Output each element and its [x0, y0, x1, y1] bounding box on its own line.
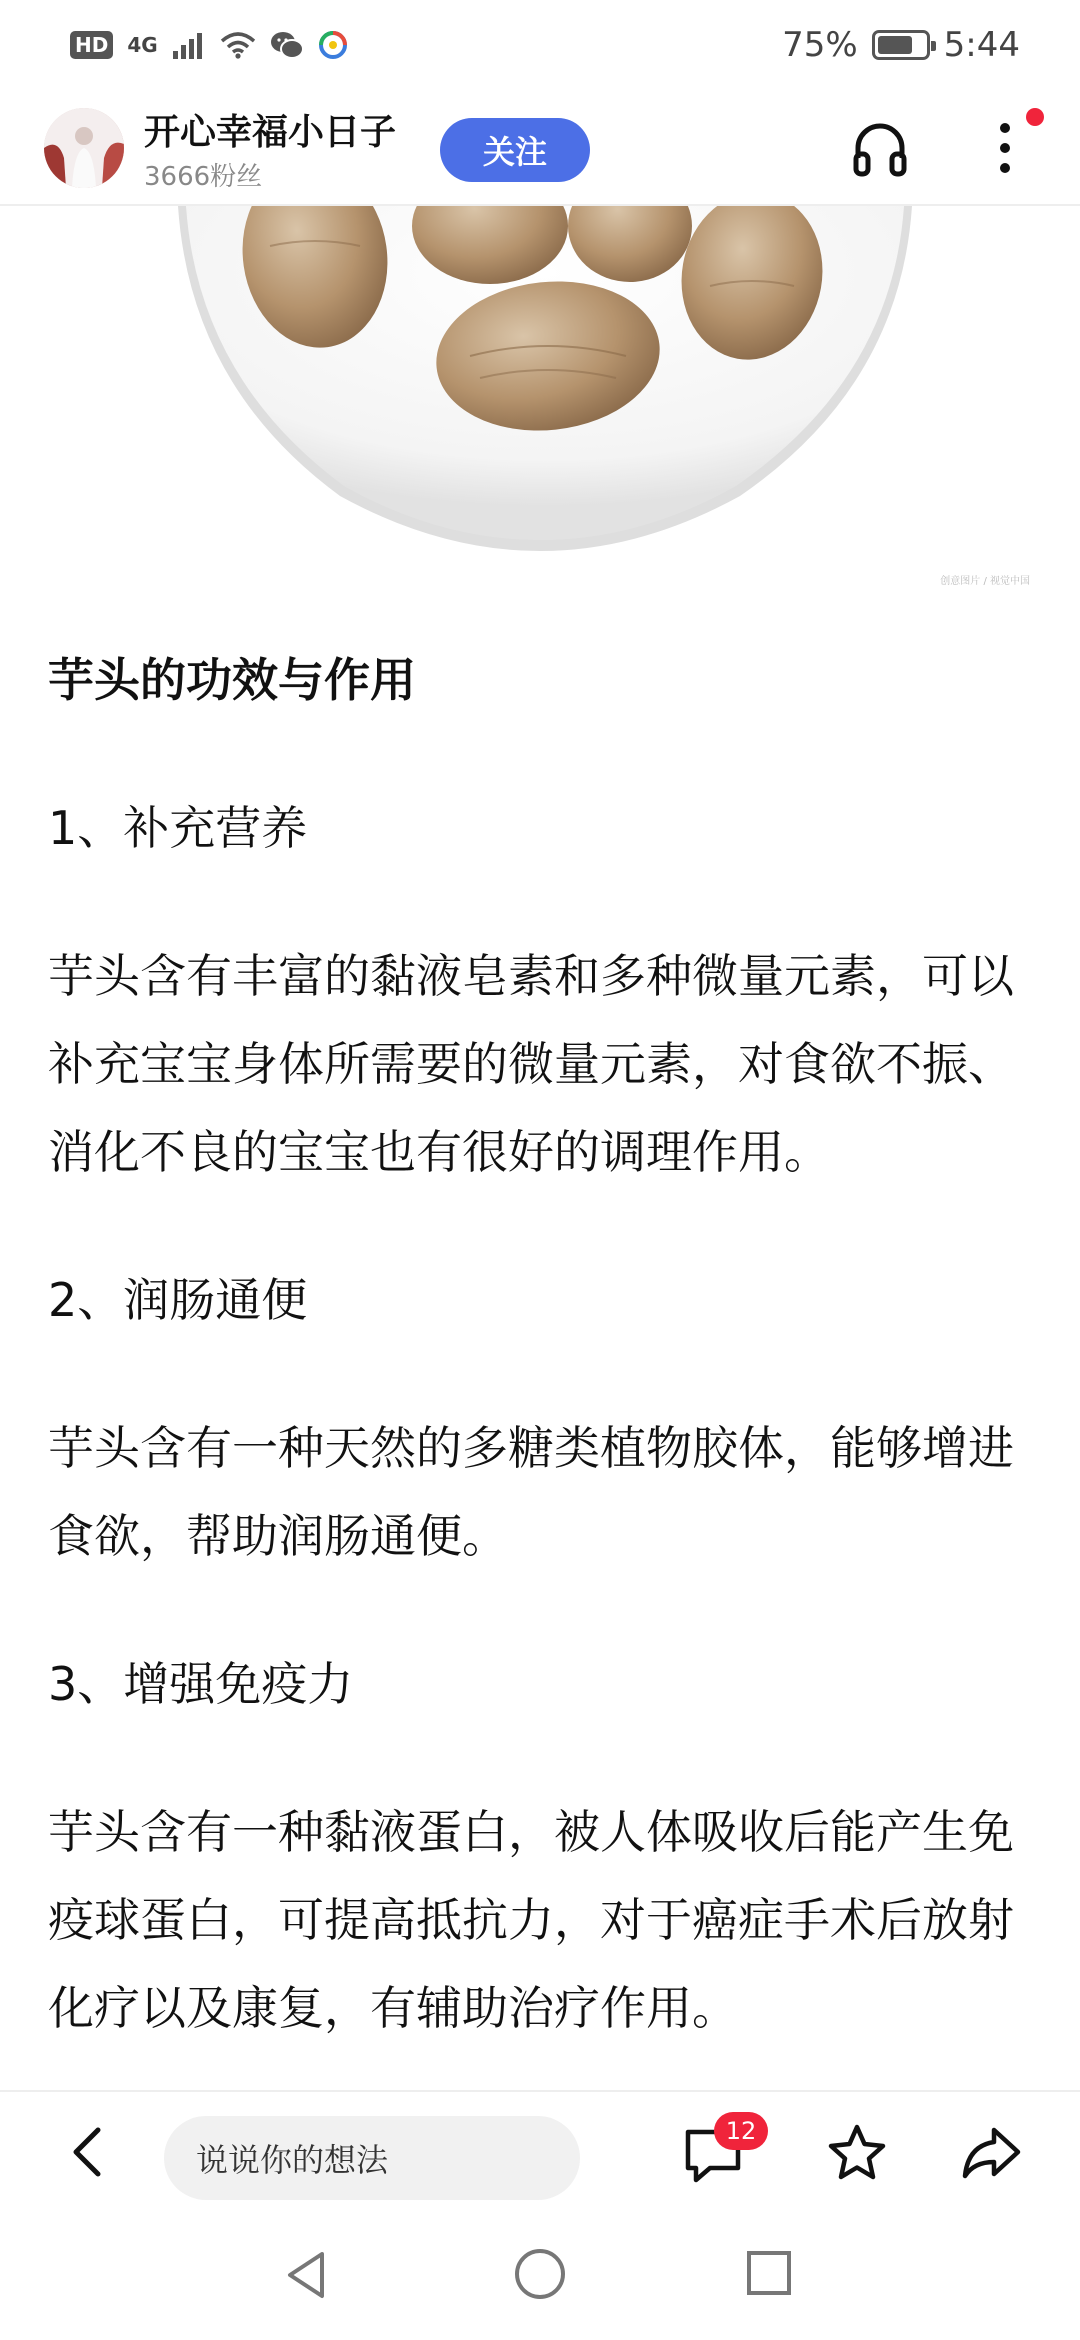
wifi-icon	[220, 31, 256, 59]
article-header	[0, 90, 1080, 206]
nav-home-icon[interactable]	[512, 2246, 568, 2302]
article-title: 芋头的功效与作用	[48, 653, 416, 707]
back-icon[interactable]	[60, 2122, 120, 2182]
network-type: 4G	[127, 33, 158, 57]
more-icon[interactable]	[990, 112, 1020, 184]
status-left	[70, 30, 348, 60]
nav-back-icon[interactable]	[280, 2248, 334, 2302]
section-body: 芋头含有一种天然的多糖类植物胶体，能够增进食欲，帮助润肠通便。	[48, 1421, 1014, 1563]
image-watermark: 创意图片 / 视觉中国	[940, 576, 1030, 587]
notification-dot	[1026, 108, 1044, 126]
section-body: 芋头含有丰富的黏液皂素和多种微量元素，可以补充宝宝身体所需要的微量元素，对食欲不振、消化不良的宝宝也有很好的调理作用。	[48, 949, 1014, 1179]
comment-count-badge: 12	[714, 2112, 768, 2150]
article-body	[0, 206, 1080, 2090]
avatar[interactable]	[44, 108, 124, 188]
battery-icon	[872, 30, 930, 60]
star-icon[interactable]	[826, 2122, 888, 2184]
article-image[interactable]	[0, 206, 1080, 586]
battery-fill	[878, 36, 913, 54]
section-heading: 1、补充营养	[48, 801, 308, 855]
status-right	[782, 25, 1020, 65]
signal-icon	[172, 31, 206, 59]
nav-recent-icon[interactable]	[744, 2248, 794, 2298]
share-icon[interactable]	[960, 2122, 1022, 2184]
taro-plate-image	[0, 206, 1080, 586]
follow-button[interactable]: 关注	[440, 118, 590, 182]
section-heading: 2、润肠通便	[48, 1273, 308, 1327]
author-name[interactable]: 开心幸福小日子	[144, 112, 397, 153]
system-navigation	[0, 2210, 1080, 2340]
battery-percent: 75%	[782, 25, 858, 65]
hd-icon: HD	[70, 31, 113, 59]
status-bar	[0, 0, 1080, 90]
author-fans-count: 3666粉丝	[144, 162, 263, 192]
headphone-icon[interactable]	[848, 118, 912, 182]
article-content	[48, 636, 1038, 2052]
section-body: 芋头含有一种黏液蛋白，被人体吸收后能产生免疫球蛋白，可提高抵抗力，对于癌症手术后放射化疗以及康复，有辅助治疗作用。	[48, 1805, 1014, 2035]
app-icon	[318, 30, 348, 60]
wechat-icon	[270, 30, 304, 60]
section-heading: 3、增强免疫力	[48, 1657, 354, 1711]
bottom-action-bar	[0, 2090, 1080, 2210]
clock: 5:44	[943, 25, 1020, 65]
avatar-image	[44, 108, 124, 188]
comment-input[interactable]: 说说你的想法	[164, 2116, 580, 2200]
